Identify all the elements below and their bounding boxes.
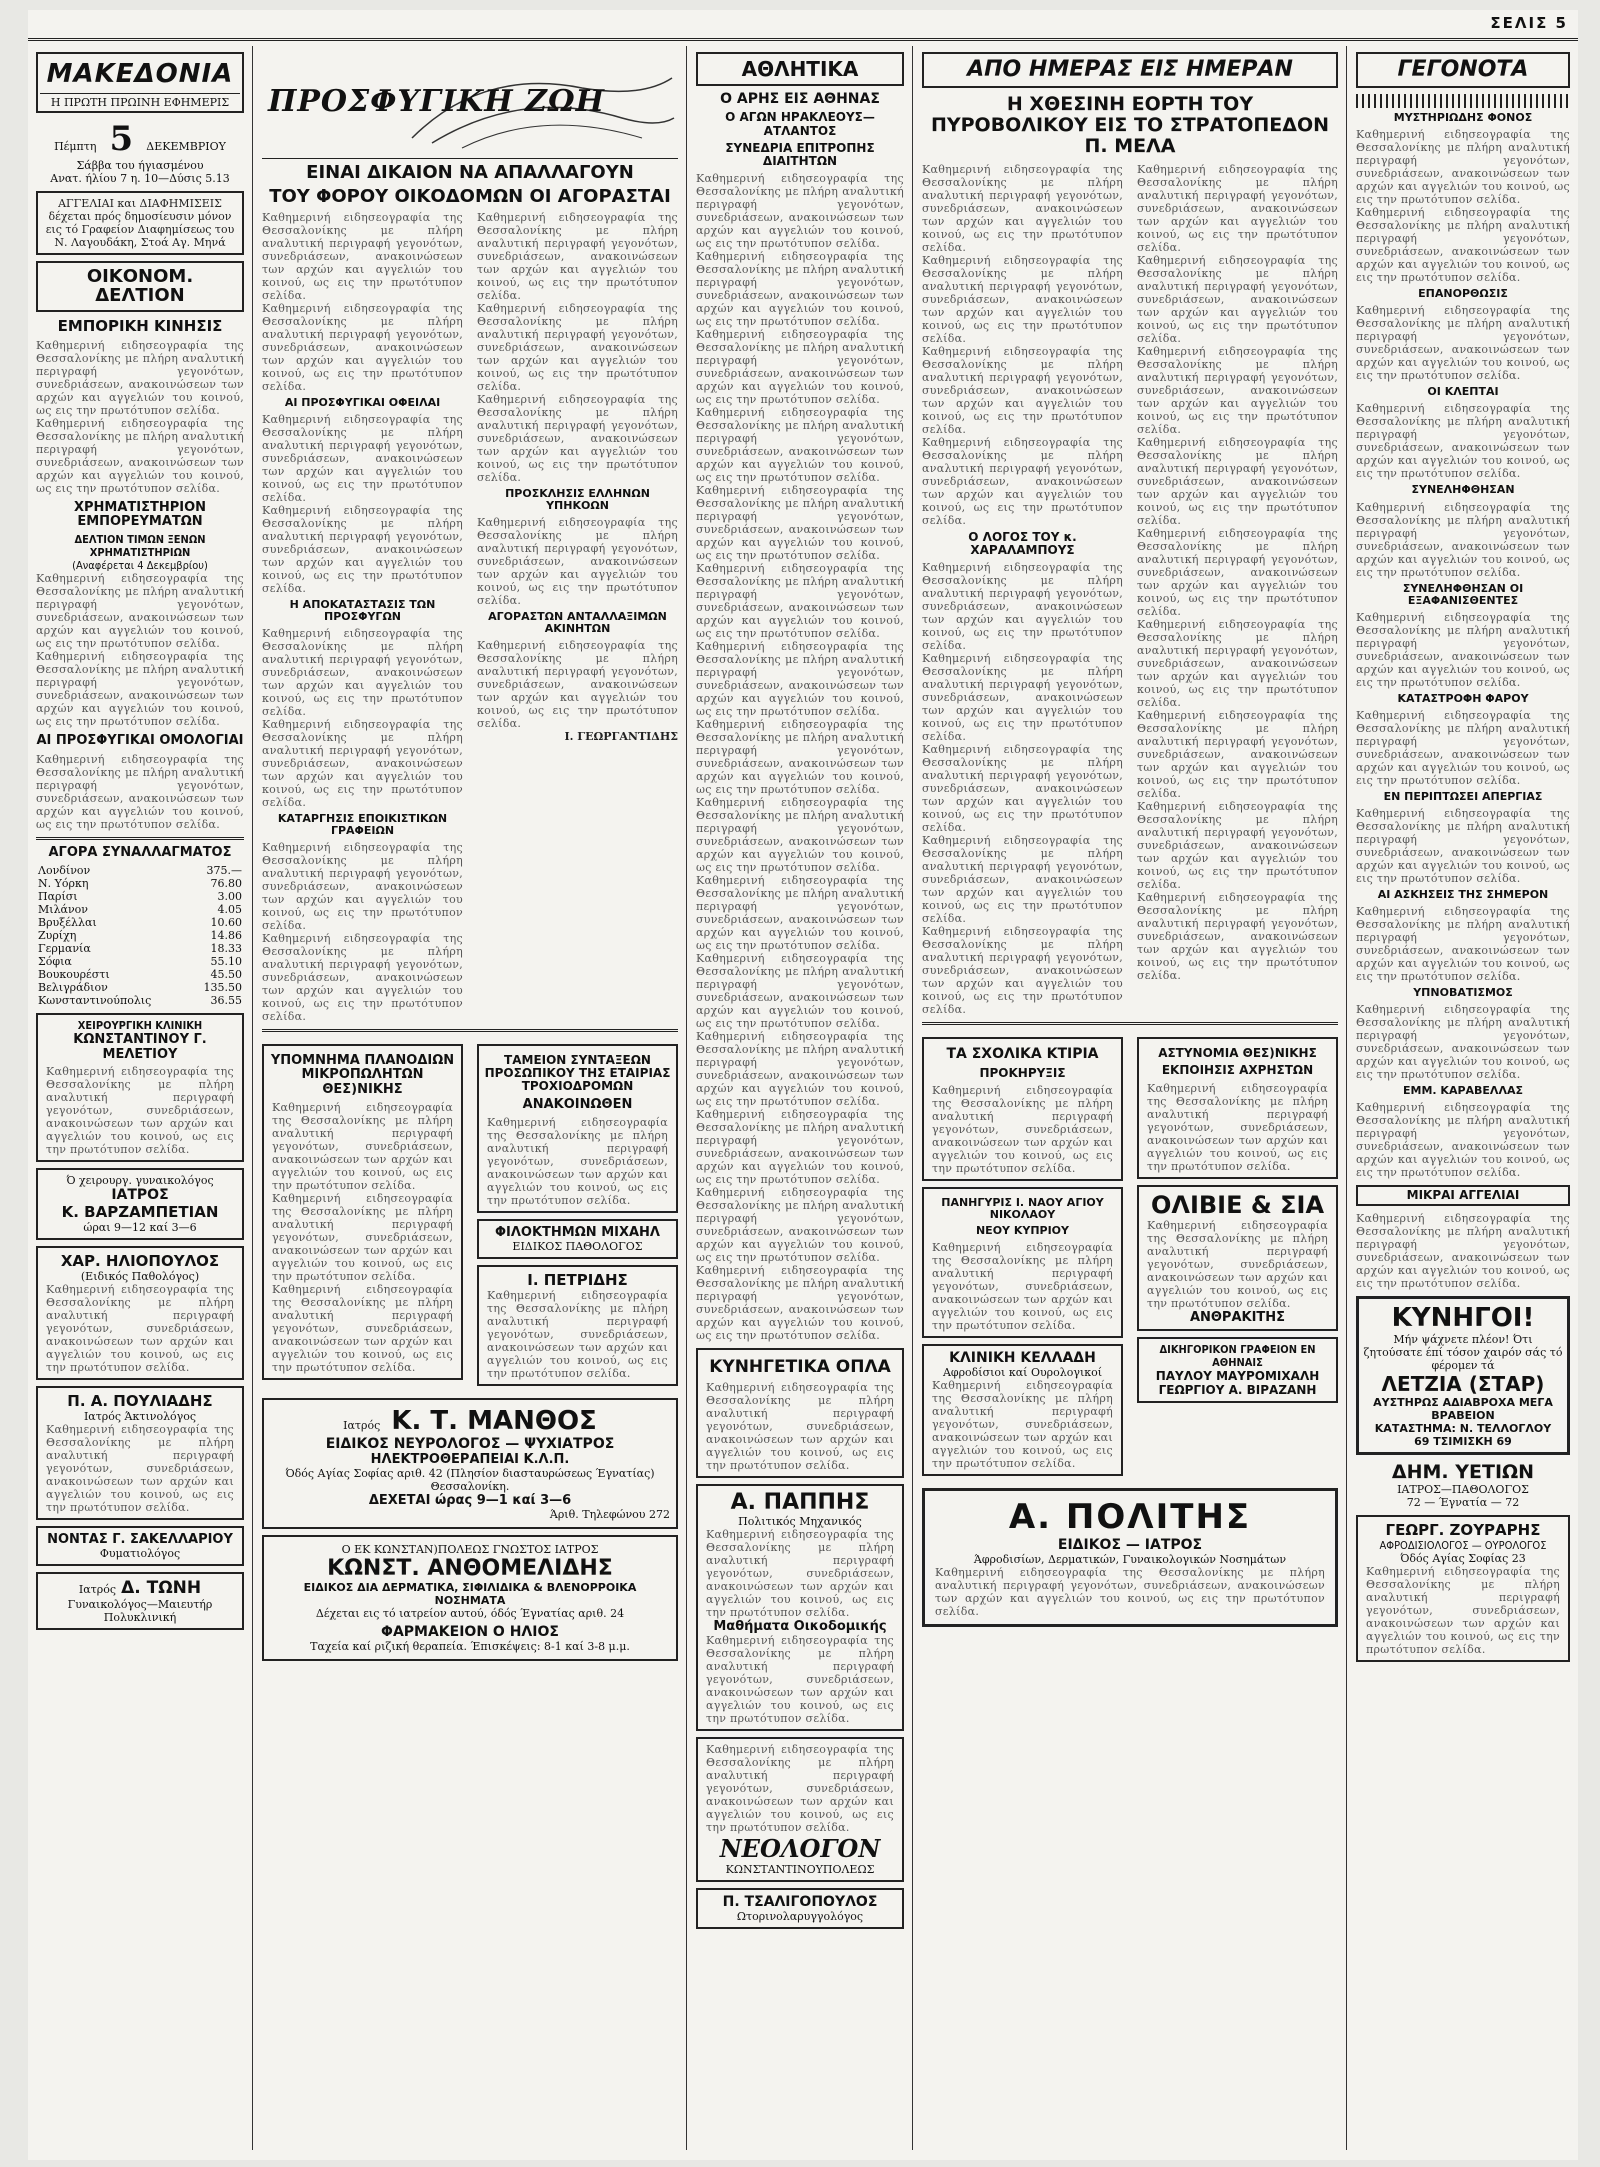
article-col-a (258, 211, 467, 1023)
school-buildings-box (922, 1037, 1123, 1181)
masthead-title: ΜΑΚΕΔΟΝΙΑ (46, 59, 234, 89)
feast-title: ΠΑΝΗΓΥΡΙΣ Ι. ΝΑΟΥ ΑΓΙΟΥ ΝΙΚΟΛΑΟΥ (941, 1195, 1104, 1221)
ad-hunters-text: Μήν ψάχνετε πλέον! Ότι ζητούσατε έπί τόσον χαιρόν σάς τό φέρομεν τά (1363, 1333, 1563, 1373)
events-text-3: Καθημερινή ειδησεογραφία της Θεσσαλονίκης με πλήρη αναλυτική περιγραφή γεγονότων, συνεδριάσεων, ανακοινώσεων των αρχών και αγγελιών του κοινού, ως εις την πρωτότυπον σελίδα. (1356, 304, 1570, 383)
bourse-date: (Αναφέρεται 4 Δεκεμβρίου) (72, 559, 208, 573)
ad-pappis-text: Καθημερινή ειδησεογραφία της Θεσσαλονίκης με πλήρη αναλυτική περιγραφή γεγονότων, συνεδριάσεων, ανακοινώσεων των αρχών και αγγελιών του κοινού, ως εις την πρωτότυπον σελίδα. (706, 1527, 894, 1619)
column-4 (918, 46, 1342, 2150)
ad-politis-desc: Άφροδισίων, Δερματικών, Γυναικολογικών Νοσημάτων (973, 1553, 1287, 1567)
ad-kelladi-name: ΚΛΙΝΙΚΗ ΚΕΛΛΑΔΗ (949, 1350, 1096, 1367)
ad-iliopoulos (36, 1246, 244, 1380)
artillery-text-9: Καθημερινή ειδησεογραφία της Θεσσαλονίκης με πλήρη αναλυτική περιγραφή γεγονότων, συνεδριάσεων, ανακοινώσεων των αρχών και αγγελιών του κοινού, ως εις την πρωτότυπον σελίδα. (1137, 526, 1338, 618)
ad-kelladi (922, 1344, 1123, 1476)
memo-text-2: Καθημερινή ειδησεογραφία της Θεσσαλονίκης με πλήρη αναλυτική περιγραφή γεγονότων, συνεδριάσεων, ανακοινώσεων των αρχών και αγγελιών του κοινού, ως εις την πρωτότυπον σελίδα. (272, 1191, 453, 1283)
memo-box (262, 1044, 463, 1380)
events-text-7: Καθημερινή ειδησεογραφία της Θεσσαλονίκης με πλήρη αναλυτική περιγραφή γεγονότων, συνεδριάσεων, ανακοινώσεων των αρχών και αγγελιών του κοινού, ως εις την πρωτότυπον σελίδα. (1356, 708, 1570, 787)
ad-zour-addr: Όδός Αγίας Σοφίας 23 (1400, 1552, 1526, 1566)
divider (262, 1029, 678, 1032)
ad-hunters-title: ΚΥΝΗΓΟΙ! (1391, 1303, 1535, 1334)
events-text-1: Καθημερινή ειδησεογραφία της Θεσσαλονίκης με πλήρη αναλυτική περιγραφή γεγονότων, συνεδριάσεων, ανακοινώσεων των αρχών και αγγελιών του κοινού, ως εις την πρωτότυπον σελίδα. (1356, 128, 1570, 207)
school-text: Καθημερινή ειδησεογραφία της Θεσσαλονίκης με πλήρη αναλυτική περιγραφή γεγονότων, συνεδριάσεων, ανακοινώσεων των αρχών και αγγελιών του κοινού, ως εις την πρωτότυπον σελίδα. (932, 1083, 1113, 1175)
column-2 (258, 46, 682, 2150)
market-text-2: Καθημερινή ειδησεογραφία της Θεσσαλονίκης με πλήρη αναλυτική περιγραφή γεγονότων, συνεδριάσεων, ανακοινώσεων των αρχών και αγγελιών του κοινού, ως εις την πρωτότυπον σελίδα. (36, 416, 244, 495)
feast-sub: ΝΕΟΥ ΚΥΠΡΙΟΥ (975, 1224, 1070, 1237)
fx-row (36, 864, 244, 877)
article-text-8: Καθημερινή ειδησεογραφία της Θεσσαλονίκης με πλήρη αναλυτική περιγραφή γεγονότων, συνεδριάσεων, ανακοινώσεων των αρχών και αγγελιών του κοινού, ως εις την πρωτότυπον σελίδα. (262, 932, 463, 1024)
events-text-11: Καθημερινή ειδησεογραφία της Θεσσαλονίκης με πλήρη αναλυτική περιγραφή γεγονότων, συνεδριάσεων, ανακοινώσεων των αρχών και αγγελιών του κοινού, ως εις την πρωτότυπον σελίδα. (1356, 1101, 1570, 1180)
sports-section-title: ΑΘΛΗΤΙΚΑ (696, 52, 904, 86)
ad-manthos-head: Ιατρός (343, 1418, 381, 1432)
bourse-subtitle: ΔΕΛΤΙΟΝ ΤΙΜΩΝ ΞΕΝΩΝ ΧΡΗΜΑΤΙΣΤΗΡΙΩΝ (74, 533, 206, 560)
fx-currency: Ζυρίχη (38, 928, 77, 942)
events-text-8: Καθημερινή ειδησεογραφία της Θεσσαλονίκης με πλήρη αναλυτική περιγραφή γεγονότων, συνεδριάσεων, ανακοινώσεων των αρχών και αγγελιών του κοινού, ως εις την πρωτότυπον σελίδα. (1356, 806, 1570, 885)
fx-value: 18.33 (210, 941, 242, 955)
artillery-text-13: Καθημερινή ειδησεογραφία της Θεσσαλονίκης με πλήρη αναλυτική περιγραφή γεγονότων, συνεδριάσεων, ανακοινώσεων των αρχών και αγγελιών του κοινού, ως εις την πρωτότυπον σελίδα. (1137, 890, 1338, 982)
fx-section-title: ΑΓΟΡΑ ΣΥΝΑΛΛΑΓΜΑΤΟΣ (48, 844, 232, 860)
ad-sak-role: Φυματιολόγος (99, 1546, 181, 1560)
fx-row (36, 877, 244, 890)
artillery-text-11: Καθημερινή ειδησεογραφία της Θεσσαλονίκης με πλήρη αναλυτική περιγραφή γεγονότων, συνεδριάσεων, ανακοινώσεων των αρχών και αγγελιών του κοινού, ως εις την πρωτότυπον σελίδα. (1137, 708, 1338, 800)
ad-manthos-role: ΕΙΔΙΚΟΣ ΝΕΥΡΟΛΟΓΟΣ — ΨΥΧΙΑΤΡΟΣ (325, 1435, 615, 1452)
events-sub-5: ΣΥΝΕΛΗΦΘΗΣΑΝ ΟΙ ΕΞΑΦΑΝΙΣΘΕΝΤΕΣ (1402, 581, 1524, 607)
pension-box (477, 1044, 678, 1213)
market-section-title: ΕΜΠΟΡΙΚΗ ΚΙΝΗΣΙΣ (57, 317, 223, 336)
ad-manthos-addr: Όδός Αγίας Σοφίας αριθ. 42 (Πλησίον διασταυρώσεως Έγνατίας) Θεσσαλονίκη. (285, 1466, 655, 1493)
ad-zour-name: ΓΕΩΡΓ. ΖΟΥΡΑΡΗΣ (1385, 1521, 1541, 1540)
divider (922, 1022, 1338, 1025)
sports-text-12: Καθημερινή ειδησεογραφία της Θεσσαλονίκης με πλήρη αναλυτική περιγραφή γεγονότων, συνεδριάσεων, ανακοινώσεων των αρχών και αγγελιών του κοινού, ως εις την πρωτότυπον σελίδα. (696, 1030, 904, 1109)
artillery-text-8: Καθημερινή ειδησεογραφία της Θεσσαλονίκης με πλήρη αναλυτική περιγραφή γεγονότων, συνεδριάσεων, ανακοινώσεων των αρχών και αγγελιών του κοινού, ως εις την πρωτότυπον σελίδα. (1137, 435, 1338, 527)
sports-headline-2: Ο ΑΓΩΝ ΗΡΑΚΛΕΟΥΣ—ΑΤΛΑΝΤΟΣ (725, 110, 875, 138)
sports-text-3: Καθημερινή ειδησεογραφία της Θεσσαλονίκης με πλήρη αναλυτική περιγραφή γεγονότων, συνεδριάσεων, ανακοινώσεων των αρχών και αγγελιών του κοινού, ως εις την πρωτότυπον σελίδα. (696, 328, 904, 407)
ad-lawyer (1137, 1337, 1338, 1403)
ad-zour-text: Καθημερινή ειδησεογραφία της Θεσσαλονίκης με πλήρη αναλυτική περιγραφή γεγονότων, συνεδριάσεων, ανακοινώσεων των αρχών και αγγελιών του κοινού, ως εις την πρωτότυπον σελίδα. (1366, 1565, 1560, 1657)
fx-row (36, 994, 244, 1007)
fx-currency: Σόφια (38, 954, 72, 968)
fx-row (36, 916, 244, 929)
pension-text: Καθημερινή ειδησεογραφία της Θεσσαλονίκης με πλήρη αναλυτική περιγραφή γεγονότων, συνεδριάσεων, ανακοινώσεων των αρχών και αγγελιών του κοινού, ως εις την πρωτότυπον σελίδα. (487, 1115, 668, 1207)
events-sub-10: ΕΜΜ. ΚΑΡΑΒΕΛΛΑΣ (1403, 1084, 1523, 1098)
artillery-text-1: Καθημερινή ειδησεογραφία της Θεσσαλονίκης με πλήρη αναλυτική περιγραφή γεγονότων, συνεδριάσεων, ανακοινώσεων των αρχών και αγγελιών του κοινού, ως εις την πρωτότυπον σελίδα. (922, 162, 1123, 254)
boxes-row (258, 1038, 682, 1392)
memo-text: Καθημερινή ειδησεογραφία της Θεσσαλονίκης με πλήρη αναλυτική περιγραφή γεγονότων, συνεδριάσεων, ανακοινώσεων των αρχών και αγγελιών του κοινού, ως εις την πρωτότυπον σελίδα. (272, 1100, 453, 1192)
ad-manthos-phone: Άριθ. Τηλεφώνου 272 (549, 1507, 670, 1521)
ad-poul-text: Καθημερινή ειδησεογραφία της Θεσσαλονίκης με πλήρη αναλυτική περιγραφή γεγονότων, συνεδριάσεων, ανακοινώσεων των αρχών και αγγελιών του κοινού, ως εις την πρωτότυπον σελίδα. (46, 1422, 234, 1514)
fx-row (36, 903, 244, 916)
column-5 (1352, 46, 1574, 2150)
fx-value: 45.50 (210, 967, 242, 981)
speech-text-5: Καθημερινή ειδησεογραφία της Θεσσαλονίκης με πλήρη αναλυτική περιγραφή γεγονότων, συνεδριάσεων, ανακοινώσεων των αρχών και αγγελιών του κοινού, ως εις την πρωτότυπον σελίδα. (922, 925, 1123, 1017)
ad-toni-head: Ιατρός (78, 1582, 116, 1596)
artillery-headline: Η ΧΘΕΣΙΝΗ ΕΟΡΤΗ ΤΟΥ ΠΥΡΟΒΟΛΙΚΟΥ ΕΙΣ ΤΟ ΣΤΡΑΤΟΠΕΔΟΝ Π. ΜΕΛΑ (930, 93, 1330, 157)
ad-surgical-name: ΚΩΝΣΤΑΝΤΙΝΟΥ Γ. ΜΕΛΕΤΙΟΥ (73, 1031, 207, 1062)
events-sub-8: ΑΙ ΑΣΚΗΣΕΙΣ ΤΗΣ ΣΗΜΕΡΟΝ (1377, 887, 1549, 901)
memo-text-3: Καθημερινή ειδησεογραφία της Θεσσαλονίκης με πλήρη αναλυτική περιγραφή γεγονότων, συνεδριάσεων, ανακοινώσεων των αρχών και αγγελιών του κοινού, ως εις την πρωτότυπον σελίδα. (272, 1282, 453, 1374)
article-text-6: Καθημερινή ειδησεογραφία της Θεσσαλονίκης με πλήρη αναλυτική περιγραφή γεγονότων, συνεδριάσεων, ανακοινώσεων των αρχών και αγγελιών του κοινού, ως εις την πρωτότυπον σελίδα. (262, 717, 463, 809)
ad-anth-hours: Ταχεία καί ριζική θεραπεία. Έπισκέψεις: 8-1 καί 3-8 μ.μ. (310, 1639, 630, 1653)
events-sub-1: ΜΥΣΤΗΡΙΩΔΗΣ ΦΟΝΟΣ (1393, 111, 1533, 125)
column-rule (1346, 46, 1347, 2150)
feast-text: Καθημερινή ειδησεογραφία της Θεσσαλονίκης με πλήρη αναλυτική περιγραφή γεγονότων, συνεδριάσεων, ανακοινώσεων των αρχών και αγγελιών του κοινού, ως εις την πρωτότυπον σελίδα. (932, 1241, 1113, 1333)
article-text-11: Καθημερινή ειδησεογραφία της Θεσσαλονίκης με πλήρη αναλυτική περιγραφή γεγονότων, συνεδριάσεων, ανακοινώσεων των αρχών και αγγελιών του κοινού, ως εις την πρωτότυπον σελίδα. (477, 392, 678, 484)
ad-manthos (262, 1398, 678, 1529)
ad-anth-addr: Δέχεται εις τό ιατρείον αυτού, όδός Έγνατίας αριθ. 24 (315, 1606, 625, 1620)
date-extra: Σάββα του ήγιασμένου (76, 158, 204, 172)
ad-olivie-text: Καθημερινή ειδησεογραφία της Θεσσαλονίκης με πλήρη αναλυτική περιγραφή γεγονότων, συνεδριάσεων, ανακοινώσεων των αρχών και αγγελιών του κοινού, ως εις την πρωτότυπον σελίδα. (1147, 1218, 1328, 1310)
sports-text-2: Καθημερινή ειδησεογραφία της Θεσσαλονίκης με πλήρη αναλυτική περιγραφή γεγονότων, συνεδριάσεων, ανακοινώσεων των αρχών και αγγελιών του κοινού, ως εις την πρωτότυπον σελίδα. (696, 250, 904, 329)
divider (36, 837, 244, 840)
ad-tsalig-role: Ωτορινολαρυγγολόγος (736, 1909, 864, 1923)
fx-row (36, 942, 244, 955)
column-rule (252, 46, 253, 2150)
article-text-4: Καθημερινή ειδησεογραφία της Θεσσαλονίκης με πλήρη αναλυτική περιγραφή γεγονότων, συνεδριάσεων, ανακοινώσεων των αρχών και αγγελιών του κοινού, ως εις την πρωτότυπον σελίδα. (262, 503, 463, 595)
ad-yetion-role: ΙΑΤΡΟΣ—ΠΑΘΟΛΟΓΟΣ (1397, 1483, 1529, 1497)
fx-row (36, 981, 244, 994)
ad-lawyer-title: ΔΙΚΗΓΟΡΙΚΟΝ ΓΡΑΦΕΙΟΝ ΕΝ ΑΘΗΝΑΙΣ (1159, 1342, 1316, 1369)
ad-yetion (1356, 1461, 1570, 1509)
classifieds-text: Καθημερινή ειδησεογραφία της Θεσσαλονίκης με πλήρη αναλυτική περιγραφή γεγονότων, συνεδριάσεων, ανακοινώσεων των αρχών και αγγελιών του κοινού, ως εις την πρωτότυπον σελίδα. (1356, 1212, 1570, 1291)
ad-varzampetian (36, 1168, 244, 1240)
newspaper-page (28, 10, 1578, 2160)
fx-value: 3.00 (217, 889, 242, 903)
artillery-text-6: Καθημερινή ειδησεογραφία της Θεσσαλονίκης με πλήρη αναλυτική περιγραφή γεγονότων, συνεδριάσεων, ανακοινώσεων των αρχών και αγγελιών του κοινού, ως εις την πρωτότυπον σελίδα. (1137, 253, 1338, 345)
ad-pappis-name: Α. ΠΑΠΠΗΣ (730, 1489, 870, 1515)
ad-zour-role: ΑΦΡΟΔΙΣΙΟΛΟΓΟΣ — ΟΥΡΟΛΟΓΟΣ (1379, 1539, 1547, 1553)
ad-poul-role: Ιατρός Άκτινολόγος (83, 1409, 197, 1423)
ad-olivie-name: ΟΛΙΒΙΕ & ΣΙΑ (1150, 1190, 1325, 1219)
fx-value: 14.86 (210, 928, 242, 942)
sports-text-8: Καθημερινή ειδησεογραφία της Θεσσαλονίκης με πλήρη αναλυτική περιγραφή γεγονότων, συνεδριάσεων, ανακοινώσεων των αρχών και αγγελιών του κοινού, ως εις την πρωτότυπον σελίδα. (696, 718, 904, 797)
fx-value: 10.60 (210, 915, 242, 929)
ad-sak-name: ΝΟΝΤΑΣ Γ. ΣΑΚΕΛΛΑΡΙΟΥ (47, 1531, 233, 1547)
econ-section-title: ΟΙΚΟΝΟΜ. ΔΕΛΤΙΟΝ (36, 261, 244, 313)
ad-varz-head: Ό χειρουργ. γυναικολόγος (66, 1173, 214, 1187)
pension-sub: ΑΝΑΚΟΙΝΩΘΕΝ (522, 1096, 633, 1112)
artillery-text-4: Καθημερινή ειδησεογραφία της Θεσσαλονίκης με πλήρη αναλυτική περιγραφή γεγονότων, συνεδριάσεων, ανακοινώσεων των αρχών και αγγελιών του κοινού, ως εις την πρωτότυπον σελίδα. (922, 435, 1123, 527)
events-sub-7: ΕΝ ΠΕΡΙΠΤΩΣΕΙ ΑΠΕΡΓΙΑΣ (1383, 789, 1543, 803)
fx-currency: Λονδίνον (38, 863, 91, 877)
fx-value: 76.80 (210, 876, 242, 890)
article-col-b (473, 211, 682, 1023)
ad-politis-text: Καθημερινή ειδησεογραφία της Θεσσαλονίκης με πλήρη αναλυτική περιγραφή γεγονότων, συνεδριάσεων, ανακοινώσεων των αρχών και αγγελιών του κοινού, ως εις την πρωτότυπον σελίδα. (935, 1566, 1325, 1619)
ad-surgical-text: Καθημερινή ειδησεογραφία της Θεσσαλονίκης με πλήρη αναλυτική περιγραφή γεγονότων, συνεδριάσεων, ανακοινώσεων των αρχών και αγγελιών του κοινού, ως εις την πρωτότυπον σελίδα. (46, 1064, 234, 1156)
events-text-2: Καθημερινή ειδησεογραφία της Θεσσαλονίκης με πλήρη αναλυτική περιγραφή γεγονότων, συνεδριάσεων, ανακοινώσεων των αρχών και αγγελιών του κοινού, ως εις την πρωτότυπον σελίδα. (1356, 206, 1570, 285)
ad-hunters-addr: 69 ΤΣΙΜΙΣΚΗ 69 (1414, 1435, 1512, 1449)
fx-currency: Παρίσι (38, 889, 78, 903)
school-title: ΤΑ ΣΧΟΛΙΚΑ ΚΤΙΡΙΑ (946, 1046, 1099, 1063)
artillery-col-b (1133, 163, 1342, 1016)
ad-manthos-sub: ΗΛΕΚΤΡΟΘΕΡΑΠΕΙΑΙ Κ.Λ.Π. (370, 1451, 570, 1467)
sports-text-10: Καθημερινή ειδησεογραφία της Θεσσαλονίκης με πλήρη αναλυτική περιγραφή γεγονότων, συνεδριάσεων, ανακοινώσεων των αρχών και αγγελιών του κοινού, ως εις την πρωτότυπον σελίδα. (696, 874, 904, 953)
article-text-9: Καθημερινή ειδησεογραφία της Θεσσαλονίκης με πλήρη αναλυτική περιγραφή γεγονότων, συνεδριάσεων, ανακοινώσεων των αρχών και αγγελιών του κοινού, ως εις την πρωτότυπον σελίδα. (477, 210, 678, 302)
sub-heading-4: ΠΡΟΣΚΛΗΣΙΣ ΕΛΛΗΝΩΝ ΥΠΗΚΟΩΝ (505, 486, 650, 512)
ad-yetion-addr: 72 — Έγνατία — 72 (1406, 1496, 1520, 1510)
sports-headline-1: Ο ΑΡΗΣ ΕΙΣ ΑΘΗΝΑΣ (720, 91, 880, 107)
ad-hunters-sub: ΑΥΣΤΗΡΩΣ ΑΔΙΑΒΡΟΧΑ ΜΕΓΑ ΒΡΑΒΕΙΟΝ (1373, 1396, 1553, 1423)
artillery-text-10: Καθημερινή ειδησεογραφία της Θεσσαλονίκης με πλήρη αναλυτική περιγραφή γεγονότων, συνεδριάσεων, ανακοινώσεων των αρχών και αγγελιών του κοινού, ως εις την πρωτότυπον σελίδα. (1137, 617, 1338, 709)
sports-text-11: Καθημερινή ειδησεογραφία της Θεσσαλονίκης με πλήρη αναλυτική περιγραφή γεγονότων, συνεδριάσεων, ανακοινώσεων των αρχών και αγγελιών του κοινού, ως εις την πρωτότυπον σελίδα. (696, 952, 904, 1031)
events-sub-9: ΥΠΝΟΒΑΤΙΣΜΟΣ (1413, 986, 1513, 1000)
sports-text-1: Καθημερινή ειδησεογραφία της Θεσσαλονίκης με πλήρη αναλυτική περιγραφή γεγονότων, συνεδριάσεων, ανακοινώσεων των αρχών και αγγελιών του κοινού, ως εις την πρωτότυπον σελίδα. (696, 172, 904, 251)
sports-text-14: Καθημερινή ειδησεογραφία της Θεσσαλονίκης με πλήρη αναλυτική περιγραφή γεγονότων, συνεδριάσεων, ανακοινώσεων των αρχών και αγγελιών του κοινού, ως εις την πρωτότυπον σελίδα. (696, 1186, 904, 1265)
ad-toni-role: Γυναικολόγος—Μαιευτήρ Πολυκλινική (67, 1597, 213, 1624)
sports-text-9: Καθημερινή ειδησεογραφία της Θεσσαλονίκης με πλήρη αναλυτική περιγραφή γεγονότων, συνεδριάσεων, ανακοινώσεων των αρχών και αγγελιών του κοινού, ως εις την πρωτότυπον σελίδα. (696, 796, 904, 875)
headline-2: ΤΟΥ ΦΟΡΟΥ ΟΙΚΟΔΟΜΩΝ ΟΙ ΑΓΟΡΑΣΤΑΙ (269, 185, 671, 207)
ad-politis-role: ΕΙΔΙΚΟΣ — ΙΑΤΡΟΣ (1057, 1537, 1203, 1554)
column-1 (32, 46, 248, 2150)
ad-surgical-title: ΧΕΙΡΟΥΡΓΙΚΗ ΚΛΙΝΙΚΗ (77, 1018, 203, 1032)
market-text: Καθημερινή ειδησεογραφία της Θεσσαλονίκης με πλήρη αναλυτική περιγραφή γεγονότων, συνεδριάσεων, ανακοινώσεων των αρχών και αγγελιών του κοινού, ως εις την πρωτότυπον σελίδα. (36, 338, 244, 417)
notices-row (918, 1031, 1342, 1482)
ad-lawyer-name-2: ΓΕΩΡΓΙΟΥ Α. ΒΙΡΑΖΑΝΗ (1158, 1382, 1317, 1397)
article-text-10: Καθημερινή ειδησεογραφία της Θεσσαλονίκης με πλήρη αναλυτική περιγραφή γεγονότων, συνεδριάσεων, ανακοινώσεων των αρχών και αγγελιών του κοινού, ως εις την πρωτότυπον σελίδα. (477, 301, 678, 393)
fx-currency: Βρυξέλλαι (38, 915, 97, 929)
article-text-12: Καθημερινή ειδησεογραφία της Θεσσαλονίκης με πλήρη αναλυτική περιγραφή γεγονότων, συνεδριάσεων, ανακοινώσεων των αρχών και αγγελιών του κοινού, ως εις την πρωτότυπον σελίδα. (477, 515, 678, 607)
fx-row (36, 929, 244, 942)
ad-zourars (1356, 1515, 1570, 1662)
fx-row (36, 890, 244, 903)
events-text-10: Καθημερινή ειδησεογραφία της Θεσσαλονίκης με πλήρη αναλυτική περιγραφή γεγονότων, συνεδριάσεων, ανακοινώσεων των αρχών και αγγελιών του κοινού, ως εις την πρωτότυπον σελίδα. (1356, 1003, 1570, 1082)
article-text-13: Καθημερινή ειδησεογραφία της Θεσσαλονίκης με πλήρη αναλυτική περιγραφή γεγονότων, συνεδριάσεων, ανακοινώσεων των αρχών και αγγελιών του κοινού, ως εις την πρωτότυπον σελίδα. (477, 638, 678, 730)
ad-petridis (477, 1265, 678, 1386)
ad-varz-name: Κ. ΒΑΡΖΑΜΠΕΤΙΑΝ (61, 1202, 219, 1221)
fx-currency: Βελιγράδιον (38, 980, 108, 994)
ad-anth-name: ΚΩΝΣΤ. ΑΝΘΟΜΕΛΙΔΗΣ (327, 1555, 613, 1581)
artillery-text-2: Καθημερινή ειδησεογραφία της Θεσσαλονίκης με πλήρη αναλυτική περιγραφή γεγονότων, συνεδριάσεων, ανακοινώσεων των αρχών και αγγελιών του κοινού, ως εις την πρωτότυπον σελίδα. (922, 253, 1123, 345)
ad-anth-role: ΕΙΔΙΚΟΣ ΔΙΑ ΔΕΡΜΑΤΙΚΑ, ΣΙΦΙΛΙΔΙΚΑ & ΒΛΕΝΟΡΡΟΙΚΑ ΝΟΣΗΜΑΤΑ (303, 1580, 637, 1607)
date-sun: Ανατ. ήλίου 7 η. 10—Δύσις 5.13 (50, 171, 230, 185)
page-number: ΣΕΛΙΣ 5 (1490, 14, 1568, 32)
ad-filok-role: ΕΙΔΙΚΟΣ ΠΑΘΟΛΟΓΟΣ (512, 1239, 643, 1253)
ad-olivie (1137, 1185, 1338, 1331)
date-number: 5 (109, 118, 134, 159)
article-text-2: Καθημερινή ειδησεογραφία της Θεσσαλονίκης με πλήρη αναλυτική περιγραφή γεγονότων, συνεδριάσεων, ανακοινώσεων των αρχών και αγγελιών του κοινού, ως εις την πρωτότυπον σελίδα. (262, 301, 463, 393)
school-sub: ΠΡΟΚΗΡΥΞΙΣ (979, 1065, 1066, 1080)
fx-currency: Κωνσταντινούπολις (38, 993, 152, 1007)
events-sub-2: ΕΠΑΝΟΡΘΩΣΙΣ (1418, 287, 1508, 301)
sub-heading-3: ΚΑΤΑΡΓΗΣΙΣ ΕΠΟΙΚΙΣΤΙΚΩΝ ΓΡΑΦΕΙΩΝ (277, 811, 448, 837)
ad-neologos-sub: ΚΩΝΣΤΑΝΤΙΝΟΥΠΟΛΕΩΣ (725, 1862, 875, 1876)
ad-yetion-name: ΔΗΜ. ΥΕΤΙΩΝ (1391, 1461, 1535, 1484)
police-box (1137, 1037, 1338, 1178)
ad-pappis-role: Πολιτικός Μηχανικός (738, 1514, 862, 1528)
column-rule (686, 46, 687, 2150)
ad-lawyer-name: ΠΑΥΛΟΥ ΜΑΥΡΟΜΙΧΑΛΗ (1155, 1368, 1320, 1383)
ad-neologos (696, 1737, 904, 1882)
ad-politis (922, 1488, 1338, 1627)
date-month: ΔΕΚΕΜΒΡΙΟΥ (146, 139, 226, 153)
feast-box (922, 1187, 1123, 1338)
sub-heading-1: ΑΙ ΠΡΟΣΦΥΓΙΚΑΙ ΟΦΕΙΛΑΙ (284, 395, 441, 409)
ad-kelladi-text: Καθημερινή ειδησεογραφία της Θεσσαλονίκης με πλήρη αναλυτική περιγραφή γεγονότων, συνεδριάσεων, ανακοινώσεων των αρχών και αγγελιών του κοινού, ως εις την πρωτότυπον σελίδα. (932, 1379, 1113, 1471)
fx-row (36, 955, 244, 968)
ad-surgical-clinic (36, 1013, 244, 1162)
fx-value: 135.50 (203, 980, 242, 994)
speech-text-3: Καθημερινή ειδησεογραφία της Θεσσαλονίκης με πλήρη αναλυτική περιγραφή γεγονότων, συνεδριάσεων, ανακοινώσεων των αρχών και αγγελιών του κοινού, ως εις την πρωτότυπον σελίδα. (922, 743, 1123, 835)
ad-poul-name: Π. Α. ΠΟΥΛΙΑΔΗΣ (67, 1391, 213, 1410)
ad-petridis-text: Καθημερινή ειδησεογραφία της Θεσσαλονίκης με πλήρη αναλυτική περιγραφή γεγονότων, συνεδριάσεων, ανακοινώσεων των αρχών και αγγελιών του κοινού, ως εις την πρωτότυπον σελίδα. (487, 1288, 668, 1380)
column-3 (692, 46, 908, 2150)
events-text-5: Καθημερινή ειδησεογραφία της Θεσσαλονίκης με πλήρη αναλυτική περιγραφή γεγονότων, συνεδριάσεων, ανακοινώσεων των αρχών και αγγελιών του κοινού, ως εις την πρωτότυπον σελίδα. (1356, 500, 1570, 579)
ad-neologos-text: Καθημερινή ειδησεογραφία της Θεσσαλονίκης με πλήρη αναλυτική περιγραφή γεγονότων, συνεδριάσεων, ανακοινώσεων των αρχών και αγγελιών του κοινού, ως εις την πρωτότυπον σελίδα. (706, 1742, 894, 1834)
decor-line-3 (462, 125, 642, 148)
ad-tsalig-name: Π. ΤΣΑΛΙΓΟΠΟΥΛΟΣ (722, 1893, 878, 1910)
ad-toni-name: Δ. ΤΩΝΗ (121, 1577, 202, 1598)
fx-value: 55.10 (210, 954, 242, 968)
events-sub-4: ΣΥΝΕΛΗΦΘΗΣΑΝ (1411, 483, 1515, 497)
ad-anth-pharm: ΦΑΡΜΑΚΕΙΟΝ Ο ΗΛΙΟΣ (381, 1623, 559, 1640)
bourse-text: Καθημερινή ειδησεογραφία της Θεσσαλονίκης με πλήρη αναλυτική περιγραφή γεγονότων, συνεδριάσεων, ανακοινώσεων των αρχών και αγγελιών του κοινού, ως εις την πρωτότυπον σελίδα. (36, 572, 244, 651)
ad-ilio-text: Καθημερινή ειδησεογραφία της Θεσσαλονίκης με πλήρη αναλυτική περιγραφή γεγονότων, συνεδριάσεων, ανακοινώσεων των αρχών και αγγελιών του κοινού, ως εις την πρωτότυπον σελίδα. (46, 1282, 234, 1374)
headline-1: ΕΙΝΑΙ ΔΙΚΑΙΟΝ ΝΑ ΑΠΑΛΛΑΓΟΥΝ (306, 162, 634, 183)
ad-filok-name: ΦΙΛΟΚΤΗΜΩΝ ΜΙΧΑΗΛ (494, 1224, 660, 1240)
article-signature: Ι. ΓΕΩΡΓΑΝΤΙΔΗΣ (564, 729, 678, 743)
artillery-col-a (918, 163, 1127, 1016)
bourse-section-title: ΧΡΗΜΑΤΙΣΤΗΡΙΟΝ ΕΜΠΟΡΕΥΜΑΤΩΝ (73, 499, 207, 529)
ad-pappis-text-2: Καθημερινή ειδησεογραφία της Θεσσαλονίκης με πλήρη αναλυτική περιγραφή γεγονότων, συνεδριάσεων, ανακοινώσεων των αρχών και αγγελιών του κοινού, ως εις την πρωτότυπον σελίδα. (706, 1633, 894, 1725)
fx-value: 4.05 (217, 902, 242, 916)
ad-filoktimon (477, 1219, 678, 1259)
sports-text-5: Καθημερινή ειδησεογραφία της Θεσσαλονίκης με πλήρη αναλυτική περιγραφή γεγονότων, συνεδριάσεων, ανακοινώσεων των αρχών και αγγελιών του κοινού, ως εις την πρωτότυπον σελίδα. (696, 484, 904, 563)
ad-petridis-name: Ι. ΠΕΤΡΙΔΗΣ (527, 1270, 628, 1289)
article-text-5: Καθημερινή ειδησεογραφία της Θεσσαλονίκης με πλήρη αναλυτική περιγραφή γεγονότων, συνεδριάσεων, ανακοινώσεων των αρχών και αγγελιών του κοινού, ως εις την πρωτότυπον σελίδα. (262, 626, 463, 718)
refugee-life-title: ΠΡΟΣΦΥΓΙΚΗ ΖΩΗ (268, 84, 605, 119)
police-sub: ΕΚΠΟΙΗΣΙΣ ΑΧΡΗΣΤΩΝ (1161, 1063, 1314, 1078)
top-bar (28, 10, 1578, 41)
ad-kelladi-role: Αφροδίσιοι καί Ουρολογικοί (942, 1366, 1103, 1380)
events-text-6: Καθημερινή ειδησεογραφία της Θεσσαλονίκης με πλήρη αναλυτική περιγραφή γεγονότων, συνεδριάσεων, ανακοινώσεων των αρχών και αγγελιών του κοινού, ως εις την πρωτότυπον σελίδα. (1356, 610, 1570, 689)
ad-manthos-name: Κ. Τ. ΜΑΝΘΟΣ (391, 1405, 597, 1436)
ad-hunters (1356, 1296, 1570, 1455)
date-block (36, 119, 244, 185)
speech-text-1: Καθημερινή ειδησεογραφία της Θεσσαλονίκης με πλήρη αναλυτική περιγραφή γεγονότων, συνεδριάσεων, ανακοινώσεων των αρχών και αγγελιών του κοινού, ως εις την πρωτότυπον σελίδα. (922, 561, 1123, 653)
sports-text-4: Καθημερινή ειδησεογραφία της Θεσσαλονίκης με πλήρη αναλυτική περιγραφή γεγονότων, συνεδριάσεων, ανακοινώσεων των αρχών και αγγελιών του κοινού, ως εις την πρωτότυπον σελίδα. (696, 406, 904, 485)
sports-text-15: Καθημερινή ειδησεογραφία της Θεσσαλονίκης με πλήρη αναλυτική περιγραφή γεγονότων, συνεδριάσεων, ανακοινώσεων των αρχών και αγγελιών του κοινού, ως εις την πρωτότυπον σελίδα. (696, 1264, 904, 1343)
sub-heading-5: ΑΓΟΡΑΣΤΩΝ ΑΝΤΑΛΛΑΞΙΜΩΝ ΑΚΙΝΗΤΩΝ (488, 609, 667, 635)
fx-value: 375.— (206, 863, 242, 877)
ornament (1356, 94, 1570, 108)
masthead-subtitle: Η ΠΡΩΤΗ ΠΡΩΙΝΗ ΕΦΗΜΕΡΙΣ (40, 93, 240, 109)
ad-hunters-brand: ΛΕΤΖΙΑ (ΣΤΑΡ) (1381, 1372, 1545, 1397)
ad-ilio-name: ΧΑΡ. ΗΛΙΟΠΟΥΛΟΣ (60, 1251, 220, 1270)
notices-col-b (1133, 1031, 1342, 1482)
ad-pappis (696, 1484, 904, 1731)
ad-sakellariou (36, 1526, 244, 1566)
fx-table (36, 864, 244, 1007)
sports-headline-3: ΣΥΝΕΔΡΙΑ ΕΠΙΤΡΟΠΗΣ ΔΙΑΙΤΗΤΩΝ (725, 140, 875, 168)
ads-notice: ΑΓΓΕΛΙΑΙ και ΔΙΑΦΗΜΙΣΕΙΣ δέχεται πρός δημοσίευσιν μόνον εις τό Γραφείον Διαφημίσεως του Ν. Λαγουδάκη, Στοά Αγ. Μηνά (36, 191, 244, 255)
day-to-day-section: ΑΠΟ ΗΜΕΡΑΣ ΕΙΣ ΗΜΕΡΑΝ (922, 52, 1338, 88)
events-section-title: ΓΕΓΟΝΟΤΑ (1356, 52, 1570, 88)
events-sub-3: ΟΙ ΚΛΕΠΤΑΙ (1427, 385, 1499, 399)
column-rule (912, 46, 913, 2150)
hunting-guns-title: ΚΥΝΗΓΕΤΙΚΑ ΟΠΛΑ (709, 1357, 891, 1378)
artillery-article (918, 163, 1342, 1016)
artillery-text-5: Καθημερινή ειδησεογραφία της Θεσσαλονίκης με πλήρη αναλυτική περιγραφή γεγονότων, συνεδριάσεων, ανακοινώσεων των αρχών και αγγελιών του κοινού, ως εις την πρωτότυπον σελίδα. (1137, 162, 1338, 254)
ad-hunters-store: ΚΑΤΑΣΤΗΜΑ: Ν. ΤΕΛΛΟΓΛΟΥ (1374, 1422, 1552, 1436)
article-text-1: Καθημερινή ειδησεογραφία της Θεσσαλονίκης με πλήρη αναλυτική περιγραφή γεγονότων, συνεδριάσεων, ανακοινώσεων των αρχών και αγγελιών του κοινού, ως εις την πρωτότυπον σελίδα. (262, 210, 463, 302)
artillery-text-3: Καθημερινή ειδησεογραφία της Θεσσαλονίκης με πλήρη αναλυτική περιγραφή γεγονότων, συνεδριάσεων, ανακοινώσεων των αρχών και αγγελιών του κοινού, ως εις την πρωτότυπον σελίδα. (922, 344, 1123, 436)
events-sub-6: ΚΑΤΑΣΤΡΟΦΗ ΦΑΡΟΥ (1397, 691, 1529, 705)
speech-text-4: Καθημερινή ειδησεογραφία της Θεσσαλονίκης με πλήρη αναλυτική περιγραφή γεγονότων, συνεδριάσεων, ανακοινώσεων των αρχών και αγγελιών του κοινού, ως εις την πρωτότυπον σελίδα. (922, 834, 1123, 926)
refugee-bonds-title: ΑΙ ΠΡΟΣΦΥΓΙΚΑΙ ΟΜΟΛΟΓΙΑΙ (36, 733, 244, 749)
pension-title: ΤΑΜΕΙΟΝ ΣΥΝΤΑΞΕΩΝ ΠΡΟΣΩΠΙΚΟΥ ΤΗΣ ΕΤΑΙΡΙΑΣ ΤΡΟΧΙΟΔΡΟΜΩΝ (484, 1053, 671, 1094)
sports-text-13: Καθημερινή ειδησεογραφία της Θεσσαλονίκης με πλήρη αναλυτική περιγραφή γεγονότων, συνεδριάσεων, ανακοινώσεων των αρχών και αγγελιών του κοινού, ως εις την πρωτότυπον σελίδα. (696, 1108, 904, 1187)
ad-varz-hours: ώραι 9—12 καί 3—6 (83, 1220, 197, 1234)
events-text-9: Καθημερινή ειδησεογραφία της Θεσσαλονίκης με πλήρη αναλυτική περιγραφή γεγονότων, συνεδριάσεων, ανακοινώσεων των αρχών και αγγελιών του κοινού, ως εις την πρωτότυπον σελίδα. (1356, 905, 1570, 984)
article-text-3: Καθημερινή ειδησεογραφία της Θεσσαλονίκης με πλήρη αναλυτική περιγραφή γεγονότων, συνεδριάσεων, ανακοινώσεων των αρχών και αγγελιών του κοινού, ως εις την πρωτότυπον σελίδα. (262, 412, 463, 504)
masthead-box (36, 52, 244, 113)
artillery-text-12: Καθημερινή ειδησεογραφία της Θεσσαλονίκης με πλήρη αναλυτική περιγραφή γεγονότων, συνεδριάσεων, ανακοινώσεων των αρχών και αγγελιών του κοινού, ως εις την πρωτότυπον σελίδα. (1137, 799, 1338, 891)
ad-neologos-title: ΝΕΟΛΟΓΟΝ (719, 1833, 881, 1863)
ad-varz-role: ΙΑΤΡΟΣ (111, 1186, 169, 1203)
ad-anth-head: Ο ΕΚ ΚΩΝΣΤΑΝ)ΠΟΛΕΩΣ ΓΝΩΣΤΟΣ ΙΑΤΡΟΣ (341, 1542, 599, 1556)
ad-pouliadis (36, 1386, 244, 1520)
ad-toni (36, 1572, 244, 1630)
ad-politis-name: Α. ΠΟΛΙΤΗΣ (1008, 1497, 1252, 1538)
ad-ilio-role: (Ειδικός Παθολόγος) (80, 1269, 200, 1283)
police-title: ΑΣΤΥΝΟΜΙΑ ΘΕΣ)ΝΙΚΗΣ (1158, 1046, 1317, 1061)
sports-text-7: Καθημερινή ειδησεογραφία της Θεσσαλονίκης με πλήρη αναλυτική περιγραφή γεγονότων, συνεδριάσεων, ανακοινώσεων των αρχών και αγγελιών του κοινού, ως εις την πρωτότυπον σελίδα. (696, 640, 904, 719)
fx-currency: Μιλάνον (38, 902, 88, 916)
speech-text-2: Καθημερινή ειδησεογραφία της Θεσσαλονίκης με πλήρη αναλυτική περιγραφή γεγονότων, συνεδριάσεων, ανακοινώσεων των αρχών και αγγελιών του κοινού, ως εις την πρωτότυπον σελίδα. (922, 652, 1123, 744)
fx-currency: Γερμανία (38, 941, 91, 955)
events-text-4: Καθημερινή ειδησεογραφία της Θεσσαλονίκης με πλήρη αναλυτική περιγραφή γεγονότων, συνεδριάσεων, ανακοινώσεων των αρχών και αγγελιών του κοινού, ως εις την πρωτότυπον σελίδα. (1356, 402, 1570, 481)
fx-currency: Βουκουρέστι (38, 967, 110, 981)
classifieds-title: ΜΙΚΡΑΙ ΑΓΓΕΛΙΑΙ (1356, 1185, 1570, 1206)
ad-manthos-hours: ΔΕΧΕΤΑΙ ώρας 9—1 καί 3—6 (368, 1492, 572, 1508)
boxes-col-b (473, 1038, 682, 1392)
ad-anthomelidis (262, 1535, 678, 1661)
hunting-guns-text: Καθημερινή ειδησεογραφία της Θεσσαλονίκης με πλήρη αναλυτική περιγραφή γεγονότων, συνεδριάσεων, ανακοινώσεων των αρχών και αγγελιών του κοινού, ως εις την πρωτότυπον σελίδα. (706, 1380, 894, 1472)
bourse-text-2: Καθημερινή ειδησεογραφία της Θεσσαλονίκης με πλήρη αναλυτική περιγραφή γεγονότων, συνεδριάσεων, ανακοινώσεων των αρχών και αγγελιών του κοινού, ως εις την πρωτότυπον σελίδα. (36, 650, 244, 729)
sports-text-6: Καθημερινή ειδησεογραφία της Θεσσαλονίκης με πλήρη αναλυτική περιγραφή γεγονότων, συνεδριάσεων, ανακοινώσεων των αρχών και αγγελιών του κοινού, ως εις την πρωτότυπον σελίδα. (696, 562, 904, 641)
ad-tsaligopoulos (696, 1888, 904, 1929)
article-columns (258, 211, 682, 1023)
memo-title: ΥΠΟΜΝΗΜΑ ΠΛΑΝΟΔΙΩΝ ΜΙΚΡΟΠΩΛΗΤΩΝ ΘΕΣ)ΝΙΚΗΣ (270, 1053, 455, 1097)
refugee-life-header (262, 48, 678, 159)
police-text: Καθημερινή ειδησεογραφία της Θεσσαλονίκης με πλήρη αναλυτική περιγραφή γεγονότων, συνεδριάσεων, ανακοινώσεων των αρχών και αγγελιών του κοινού, ως εις την πρωτότυπον σελίδα. (1147, 1081, 1328, 1173)
artillery-text-7: Καθημερινή ειδησεογραφία της Θεσσαλονίκης με πλήρη αναλυτική περιγραφή γεγονότων, συνεδριάσεων, ανακοινώσεων των αρχών και αγγελιών του κοινού, ως εις την πρωτότυπον σελίδα. (1137, 344, 1338, 436)
speech-heading: Ο ΛΟΓΟΣ ΤΟΥ κ. ΧΑΡΑΛΑΜΠΟΥΣ (968, 529, 1077, 558)
fx-value: 36.55 (210, 993, 242, 1007)
ad-olivie-role: ΑΝΘΡΑΚΙΤΗΣ (1189, 1309, 1286, 1325)
sub-heading-2: Η ΑΠΟΚΑΤΑΣΤΑΣΙΣ ΤΩΝ ΠΡΟΣΦΥΓΩΝ (289, 597, 436, 623)
refugee-bonds-text: Καθημερινή ειδησεογραφία της Θεσσαλονίκης με πλήρη αναλυτική περιγραφή γεγονότων, συνεδριάσεων, ανακοινώσεων των αρχών και αγγελιών του κοινού, ως εις την πρωτότυπον σελίδα. (36, 752, 244, 831)
ad-pappis-sub: Μαθήματα Οικοδομικής (713, 1618, 887, 1634)
fx-row (36, 968, 244, 981)
date-day: Πέμπτη (54, 139, 97, 153)
boxes-col-a (258, 1038, 467, 1392)
hunting-guns-box (696, 1348, 904, 1478)
article-text-7: Καθημερινή ειδησεογραφία της Θεσσαλονίκης με πλήρη αναλυτική περιγραφή γεγονότων, συνεδριάσεων, ανακοινώσεων των αρχών και αγγελιών του κοινού, ως εις την πρωτότυπον σελίδα. (262, 841, 463, 933)
notices-col-a (918, 1031, 1127, 1482)
fx-currency: Ν. Υόρκη (38, 876, 89, 890)
